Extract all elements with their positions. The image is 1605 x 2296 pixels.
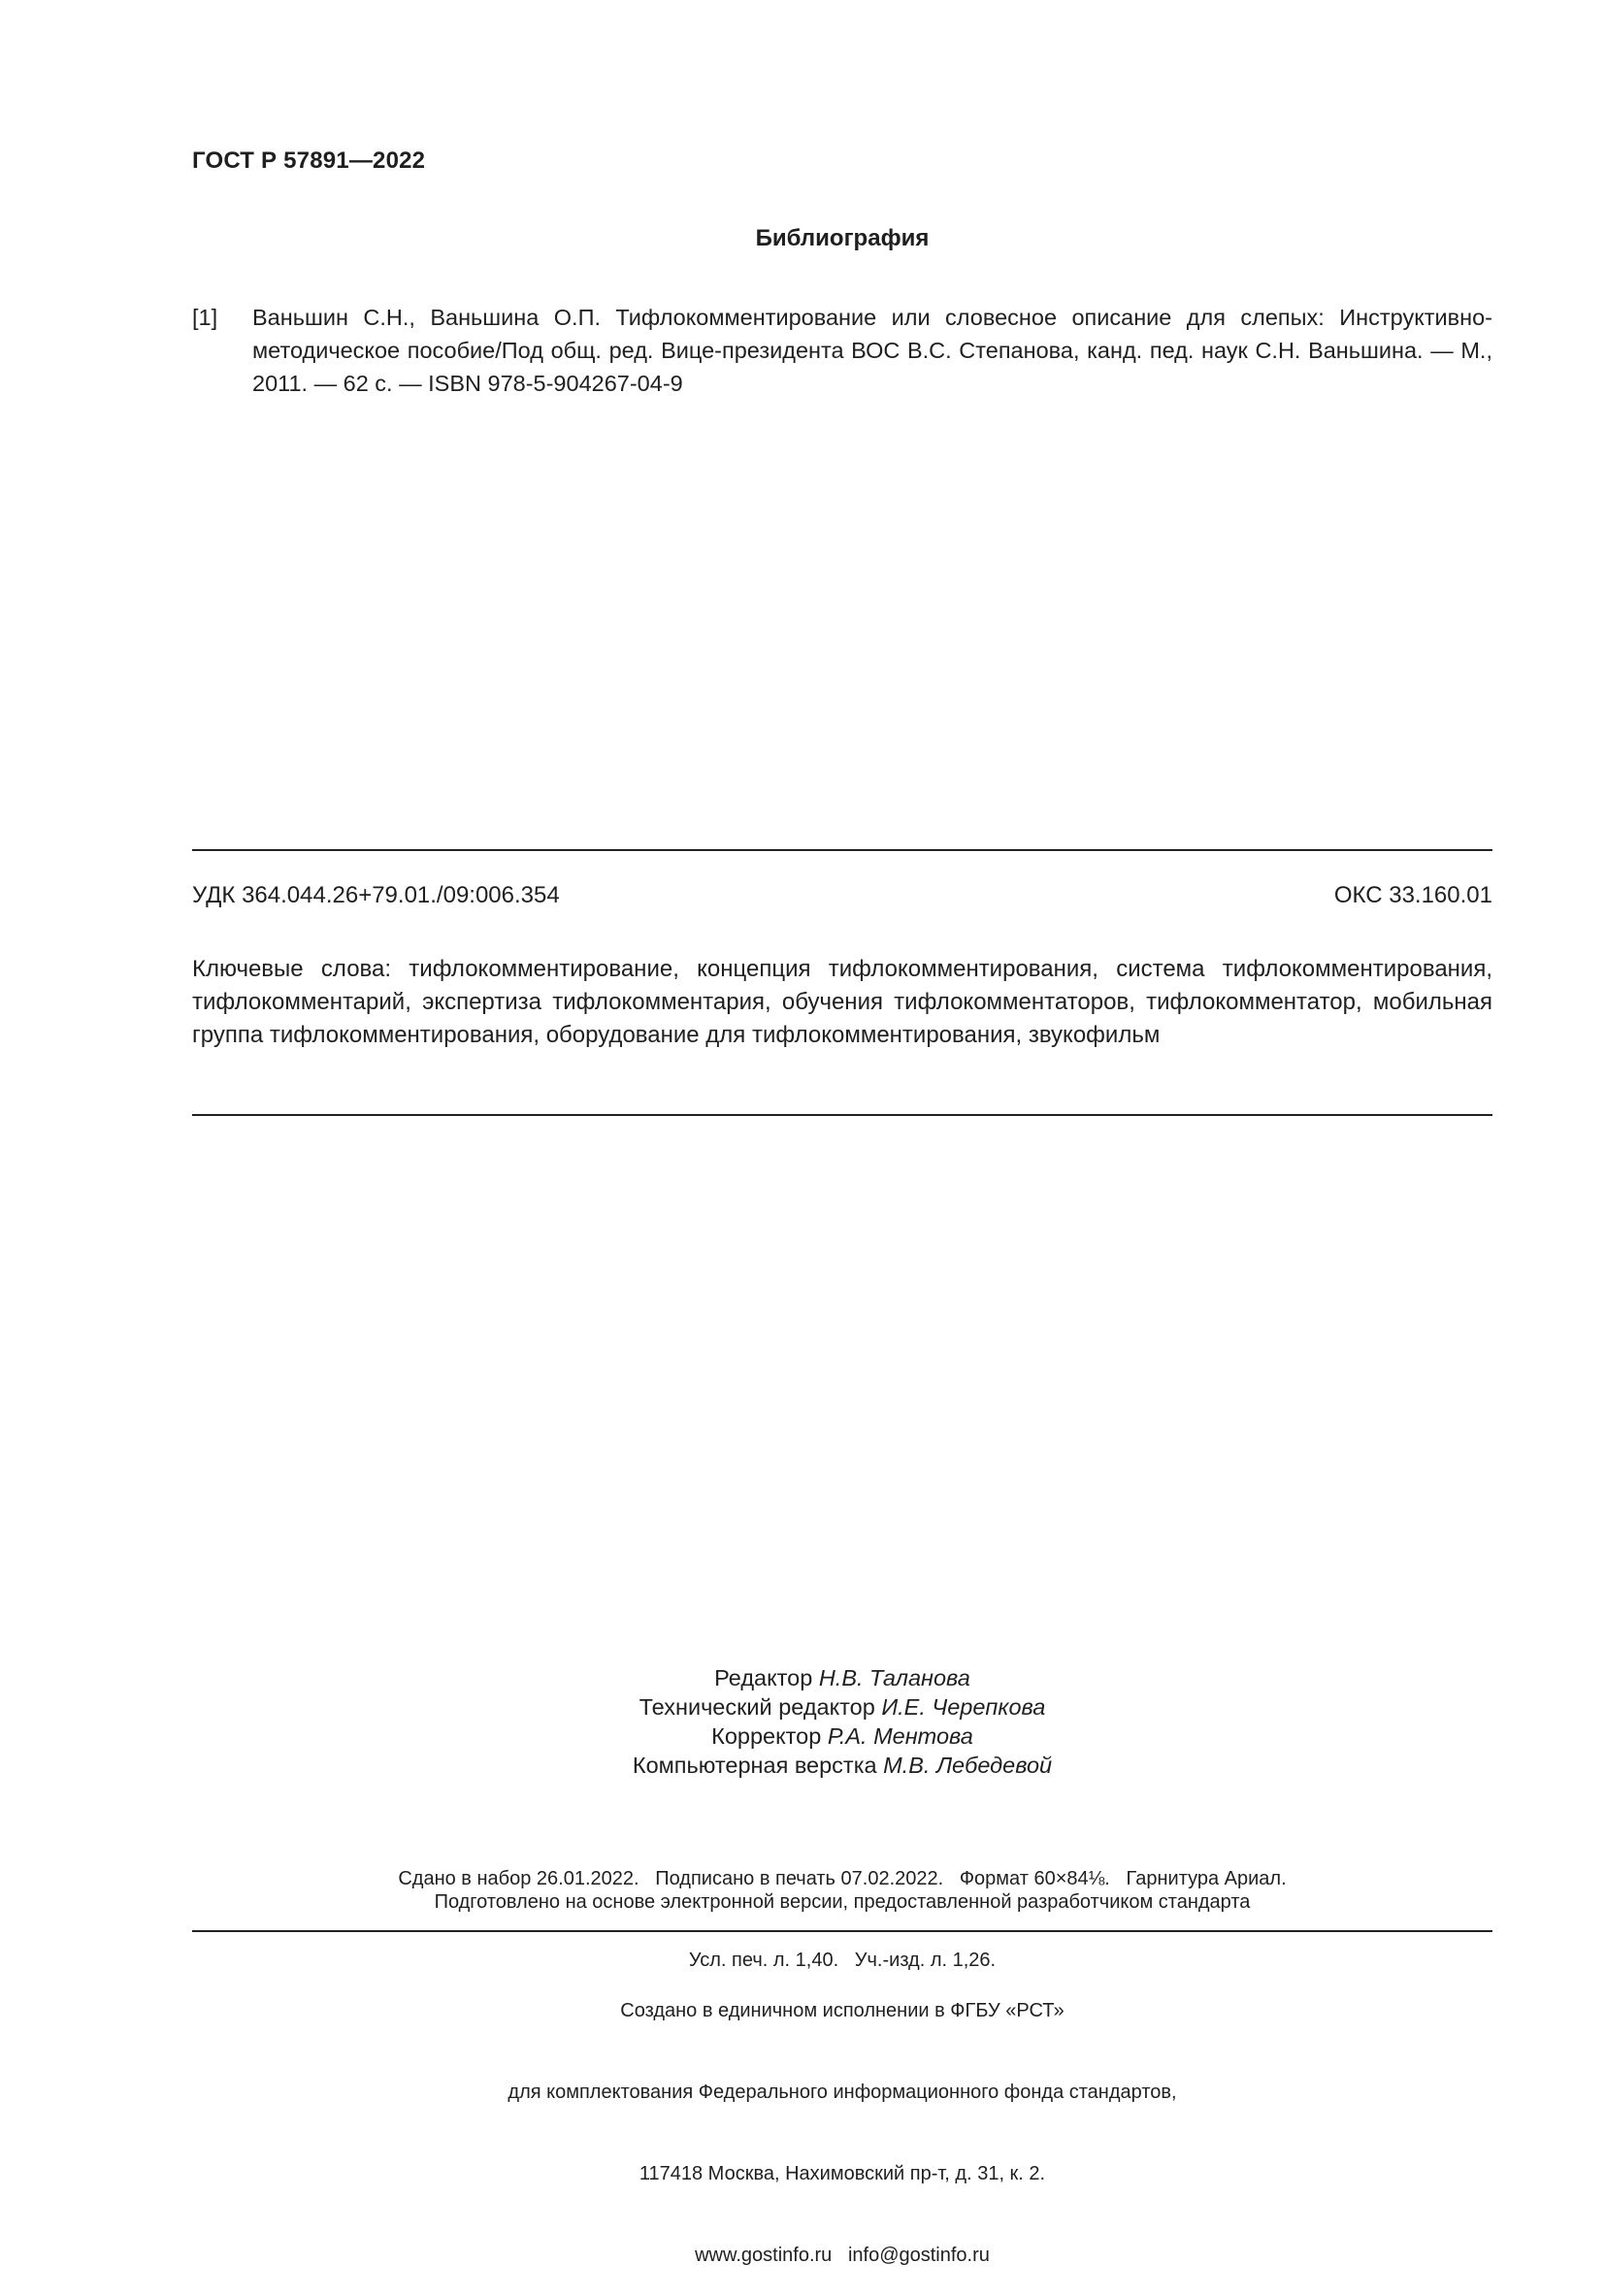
print-info-line: Усл. печ. л. 1,40. Уч.-изд. л. 1,26. — [688, 1950, 997, 1971]
footer-line: Создано в единичном исполнении в ФГБУ «РСТ» — [620, 2000, 1065, 2021]
oks-code: ОКС 33.160.01 — [1333, 882, 1492, 908]
footer-line: для комплектования Федерального информационного фонда стандартов, — [508, 2082, 1177, 2103]
staff-role: Технический редактор — [639, 1694, 875, 1720]
staff-role: Корректор — [711, 1723, 822, 1749]
bibliography-entry-number: [1] — [192, 305, 218, 330]
staff-name: Р.А. Ментова — [827, 1723, 973, 1749]
divider — [192, 1114, 1492, 1116]
staff-line-corrector — [192, 1722, 1492, 1751]
staff-list — [192, 1663, 1492, 1780]
prepared-note: Подготовлено на основе электронной версии, предоставленной разработчиком стандарта — [434, 1891, 1251, 1913]
staff-role: Компьютерная верстка — [632, 1753, 877, 1778]
bibliography-title: Библиография — [755, 225, 930, 251]
divider — [192, 849, 1492, 851]
staff-role: Редактор — [714, 1665, 813, 1690]
staff-name: Н.В. Таланова — [818, 1665, 970, 1690]
footer-line: 117418 Москва, Нахимовский пр-т, д. 31, к. 2. — [639, 2163, 1046, 2184]
staff-line-layout — [192, 1751, 1492, 1780]
keywords: Ключевые слова: тифлокомментирование, концепция тифлокомментирования, система тифлокомментирования, тифлокомментарий, экспертиза тифлокомментария, обучения тифлокомментаторов, тифлокомментатор, мобильная группа тифлокомментирования, оборудование для тифлокомментирования, звукофильм — [192, 956, 1492, 1048]
publisher-footer — [192, 1943, 1492, 2296]
divider — [192, 1930, 1492, 1932]
staff-name: И.Е. Черепкова — [881, 1694, 1046, 1720]
staff-line-technical-editor — [192, 1692, 1492, 1722]
bibliography-entry-text: Ваньшин С.Н., Ваньшина О.П. Тифлокомментирование или словесное описание для слепых: Инструктивно-методическое пособие/Под общ. ред. Вице-президента ВОС В.С. Степанова, канд. пед. наук С.Н. Ваньшина. — М., 2011. — 62 с. — ISBN 978-5-904267-04-9 — [252, 305, 1492, 396]
document-id: ГОСТ Р 57891—2022 — [192, 148, 426, 174]
footer-line: www.gostinfo.ru info@gostinfo.ru — [695, 2245, 990, 2266]
staff-line-editor — [192, 1663, 1492, 1692]
print-info-line: Сдано в набор 26.01.2022. Подписано в печать 07.02.2022. Формат 60×84⅛. Гарнитура Ариал. — [398, 1868, 1287, 1889]
udk-code: УДК 364.044.26+79.01./09:006.354 — [192, 882, 560, 908]
staff-name: М.В. Лебедевой — [883, 1753, 1053, 1778]
bibliography-entry — [192, 301, 1492, 400]
